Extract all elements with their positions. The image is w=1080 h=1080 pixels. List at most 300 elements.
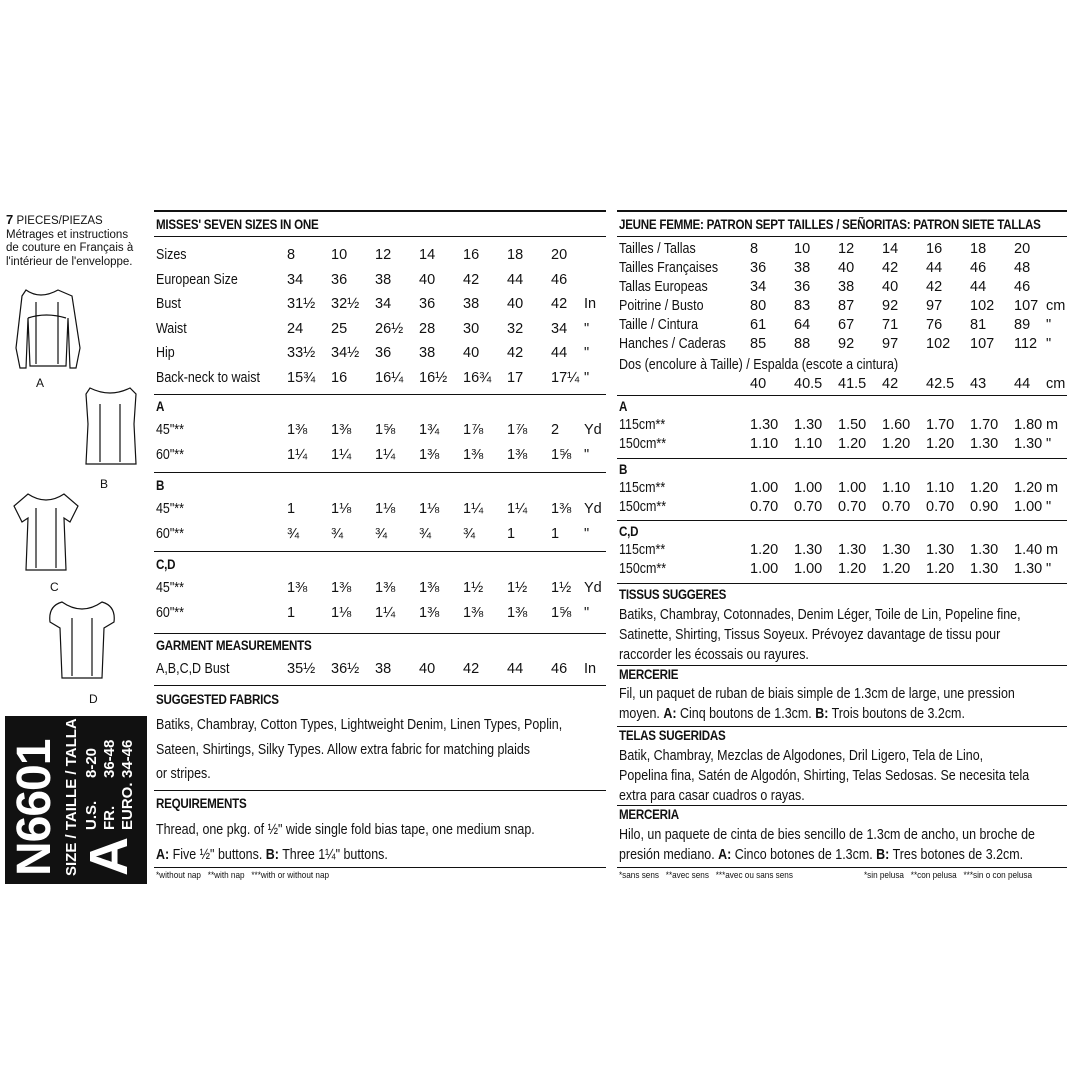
- pieces-count: 7: [6, 212, 14, 227]
- en-size-value: 32½: [331, 296, 360, 312]
- fr-yardage-value: 1.30: [1014, 561, 1043, 577]
- fr-size-value: 16: [926, 241, 943, 257]
- garment-value: 35½: [287, 661, 316, 677]
- en-yardage-value: ¾: [287, 526, 300, 542]
- fr-view-name: B: [619, 462, 628, 477]
- en-size-value: 20: [551, 247, 568, 263]
- fr-back-value: 44: [1014, 376, 1031, 392]
- fr-yardage-value: 0.70: [882, 499, 911, 515]
- en-size-label: Hip: [156, 345, 175, 361]
- en-yardage-value: 1⅜: [551, 501, 572, 517]
- en-yardage-value: ¾: [463, 526, 476, 542]
- en-yardage-value: 1½: [507, 580, 528, 596]
- fabrics-line-2: Sateen, Shirtings, Silky Types. Allow extra fabric for matching plaids: [156, 741, 531, 758]
- en-yardage-label: 45"**: [156, 422, 185, 438]
- en-yardage-value: 1½: [551, 580, 572, 596]
- fr-size-value: 36: [750, 260, 767, 276]
- en-yardage-unit: ": [584, 526, 590, 542]
- fr-size-value: 8: [750, 241, 759, 257]
- merceria-a-label: A:: [718, 847, 732, 863]
- pieces-header: [6, 213, 156, 269]
- fr-yardage-value: 1.70: [926, 417, 955, 433]
- telas-line-1: Batik, Chambray, Mezclas de Algodones, Dril Ligero, Tela de Lino,: [619, 748, 984, 764]
- en-yardage-unit: ": [584, 605, 590, 621]
- view-label-d: D: [89, 692, 98, 706]
- fr-yardage-value: 1.30: [926, 542, 955, 558]
- en-yardage-value: 1¼: [375, 447, 396, 463]
- merceria-title: MERCERIA: [619, 807, 679, 822]
- en-size-value: 38: [375, 271, 392, 288]
- fr-title-rule: [617, 236, 1067, 237]
- fr-yardage-value: 1.20: [838, 436, 867, 452]
- garment-value: 46: [551, 661, 568, 677]
- view-label-a: A: [36, 376, 45, 390]
- merceria-pre: presión mediano.: [619, 847, 719, 863]
- en-yardage-value: 1⅞: [507, 422, 528, 438]
- mercerie-title: MERCERIE: [619, 667, 679, 682]
- fr-size-value: 92: [882, 298, 899, 314]
- en-yardage-value: 1⅜: [463, 447, 484, 463]
- pattern-number: N6601: [8, 739, 61, 876]
- fr-yardage-value: 0.70: [926, 499, 955, 515]
- fr-views-rule: [617, 395, 1067, 396]
- req-a-label: A:: [156, 846, 170, 863]
- pieces-label: PIECES/PIEZAS: [16, 215, 103, 227]
- fr-size-value: 80: [750, 298, 767, 314]
- fr-yardage-value: 1.20: [750, 542, 779, 558]
- en-size-value: 32: [507, 320, 524, 337]
- garment-unit: In: [584, 661, 597, 677]
- en-yardage-value: 1¼: [463, 501, 484, 517]
- pieces-note-2: de couture en Français à: [6, 242, 134, 254]
- fr-yardage-value: 1.20: [882, 561, 911, 577]
- fr-size-value: 102: [926, 336, 951, 352]
- fr-size-value: 20: [1014, 241, 1031, 257]
- en-yardage-value: 1⅜: [375, 580, 396, 596]
- req-b-label: B:: [265, 846, 279, 863]
- en-size-value: 16: [331, 369, 348, 386]
- fr-yardage-value: 1.30: [1014, 436, 1043, 452]
- fr-size-value: 46: [970, 260, 987, 276]
- fabrics-line-3: or stripes.: [156, 766, 211, 782]
- fr-tissus-rule: [617, 583, 1067, 584]
- tissus-text: [619, 605, 1066, 665]
- fr-yardage-value: 1.30: [970, 436, 999, 452]
- en-size-value: 38: [463, 296, 480, 312]
- view-label-c: C: [50, 580, 59, 594]
- pieces-note-3: l'intérieur de l'enveloppe.: [6, 255, 133, 268]
- requirements-title: REQUIREMENTS: [156, 796, 247, 811]
- telas-line-2: Popelina fina, Satén de Algodón, Shirting, Telas Sedosas. Se necesita tela: [619, 768, 1030, 784]
- size-row-us: [83, 748, 100, 830]
- en-size-value: 25: [331, 320, 348, 337]
- es-footnote: *sin pelusa **con pelusa ***sin o con pelusa: [864, 870, 1033, 881]
- view-c-sketch: [6, 488, 86, 580]
- en-yardage-value: 1: [551, 526, 560, 542]
- fr-yardage-value: 0.90: [970, 499, 999, 515]
- en-size-value: 26½: [375, 320, 404, 337]
- garment-value: 42: [463, 661, 480, 677]
- en-size-unit: ": [584, 345, 590, 361]
- en-yardage-value: 1⅝: [551, 447, 572, 463]
- merceria-line-1: Hilo, un paquete de cinta de bies sencillo de 1.3cm de ancho, un broche de: [619, 827, 1035, 843]
- en-size-value: 36: [375, 345, 392, 361]
- fr-size-value: 112: [1014, 336, 1038, 352]
- fr-title: JEUNE FEMME: PATRON SEPT TAILLES / SEÑORITAS: PATRON SIETE TALLAS: [619, 217, 1041, 232]
- en-size-value: 15¾: [287, 369, 316, 386]
- en-view-rule: [154, 551, 606, 552]
- fr-size-value: 38: [838, 279, 855, 295]
- en-size-value: 38: [419, 345, 436, 361]
- fabrics-title: SUGGESTED FABRICS: [156, 692, 279, 707]
- fr-size-label: Hanches / Caderas: [619, 336, 726, 352]
- mercerie-pre: moyen.: [619, 706, 664, 722]
- en-view-name: A: [156, 399, 165, 414]
- fr-yardage-value: 1.20: [926, 436, 955, 452]
- fr-size-value: 67: [838, 317, 855, 333]
- en-size-label: Back-neck to waist: [156, 369, 260, 386]
- fr-yardage-value: 1.20: [882, 436, 911, 452]
- en-footnote: *without nap **with nap ***with or without nap: [156, 870, 330, 881]
- en-size-label: Bust: [156, 296, 181, 312]
- fr-view-name: A: [619, 399, 628, 414]
- en-size-value: 16¼: [375, 369, 404, 386]
- fr-mercerie-rule: [617, 665, 1067, 666]
- fr-size-value: 76: [926, 317, 943, 333]
- fr-yardage-value: 1.20: [970, 480, 999, 496]
- merceria-text: [619, 825, 1066, 865]
- telas-title: TELAS SUGERIDAS: [619, 728, 726, 743]
- fabrics-text: [156, 713, 612, 787]
- en-size-value: 36: [331, 271, 348, 288]
- fr-size-unit: ": [1046, 336, 1052, 352]
- en-req-rule: [154, 790, 606, 791]
- requirements-line-2: [156, 843, 612, 868]
- en-size-value: 10: [331, 247, 348, 263]
- en-views-rule: [154, 394, 606, 395]
- fr-yardage-value: 1.20: [926, 561, 955, 577]
- fr-yardage-unit: ": [1046, 499, 1052, 515]
- telas-line-3: extra para casar cuadros o rayas.: [619, 788, 805, 804]
- en-yardage-value: ¾: [419, 526, 432, 542]
- en-size-value: 34½: [331, 345, 360, 361]
- en-size-value: 46: [551, 271, 568, 288]
- fr-size-value: 38: [794, 260, 811, 276]
- en-view-rule: [154, 472, 606, 473]
- fr-size-value: 44: [926, 260, 943, 276]
- en-yardage-value: 1: [507, 526, 516, 542]
- fr-size-value: 97: [882, 336, 899, 352]
- garment-value: 40: [419, 661, 436, 677]
- fr-yardage-value: 1.00: [750, 561, 779, 577]
- fr-size-value: 10: [794, 241, 811, 257]
- en-size-value: 40: [463, 345, 480, 361]
- fr-back-value: 42: [882, 376, 899, 392]
- en-yardage-value: 1¼: [507, 501, 528, 517]
- fr-yardage-unit: m: [1046, 542, 1059, 558]
- en-yardage-value: ¾: [375, 526, 388, 542]
- en-size-value: 17¼: [551, 369, 580, 386]
- en-size-unit: In: [584, 296, 597, 312]
- en-size-value: 30: [463, 320, 480, 337]
- fr-size-label: Tailles Françaises: [619, 260, 719, 276]
- mercerie-b-label: B:: [815, 706, 829, 722]
- en-yardage-value: 1⅜: [331, 422, 352, 438]
- mercerie-a-text: Cinq boutons de 1.3cm.: [676, 706, 816, 722]
- fr-yardage-value: 1.30: [838, 542, 867, 558]
- fr-yardage-value: 1.10: [750, 436, 779, 452]
- en-size-value: 44: [507, 271, 524, 288]
- fr-yardage-value: 1.00: [794, 480, 823, 496]
- fr-yardage-unit: ": [1046, 561, 1052, 577]
- merceria-line-2: [619, 845, 1066, 865]
- en-size-value: 8: [287, 247, 296, 263]
- fr-merceria-rule: [617, 805, 1067, 806]
- en-yardage-value: 1⅜: [463, 605, 484, 621]
- en-yardage-value: 1: [287, 501, 296, 517]
- fr-yardage-unit: m: [1046, 480, 1059, 496]
- fr-yardage-value: 1.00: [838, 480, 867, 496]
- view-label-b: B: [100, 477, 109, 491]
- fr-yardage-unit: m: [1046, 417, 1059, 433]
- size-row-euro: [119, 740, 136, 830]
- en-size-label: European Size: [156, 271, 238, 288]
- en-size-label: Waist: [156, 320, 187, 337]
- merceria-a-text: Cinco botones de 1.3cm.: [731, 847, 877, 863]
- size-range-euro: 34-46: [119, 739, 136, 778]
- fr-yardage-label: 115cm**: [619, 480, 666, 496]
- fr-back-value: 41.5: [838, 376, 867, 392]
- en-title-rule: [154, 236, 606, 237]
- en-size-value: 16¾: [463, 369, 492, 386]
- en-yardage-value: 1: [287, 605, 296, 621]
- en-size-value: 34: [287, 271, 304, 288]
- fr-size-unit: ": [1046, 317, 1052, 333]
- en-yardage-label: 60"**: [156, 526, 185, 542]
- en-yardage-value: 1½: [463, 580, 484, 596]
- fr-view-name: C,D: [619, 524, 639, 539]
- en-size-value: 42: [463, 271, 480, 288]
- back-label: Dos (encolure à Taille) / Espalda (escote a cintura): [619, 357, 899, 373]
- fr-size-value: 40: [882, 279, 899, 295]
- garment-label: A,B,C,D Bust: [156, 661, 230, 677]
- en-yardage-label: 45"**: [156, 580, 185, 596]
- fr-foot-rule: [617, 867, 1067, 868]
- size-region-euro: EURO.: [119, 782, 136, 830]
- fr-yardage-value: 1.30: [794, 542, 823, 558]
- garment-title: GARMENT MEASUREMENTS: [156, 638, 312, 653]
- fr-size-unit: cm: [1046, 298, 1066, 314]
- telas-text: [619, 746, 1066, 806]
- fr-size-value: 92: [838, 336, 855, 352]
- en-garment-rule: [154, 633, 606, 634]
- tissus-line-3: raccorder les écossais ou rayures.: [619, 647, 809, 663]
- fr-yardage-value: 1.00: [794, 561, 823, 577]
- en-size-value: 36: [419, 296, 436, 312]
- fr-yardage-value: 1.30: [882, 542, 911, 558]
- en-title: MISSES' SEVEN SIZES IN ONE: [156, 217, 319, 232]
- en-size-value: 12: [375, 247, 392, 263]
- fr-size-value: 97: [926, 298, 943, 314]
- en-yardage-value: 1⅛: [375, 501, 396, 517]
- fr-yardage-label: 150cm**: [619, 561, 667, 577]
- fr-yardage-label: 150cm**: [619, 436, 667, 452]
- fr-view-rule: [617, 520, 1067, 521]
- en-yardage-value: 1⅜: [331, 580, 352, 596]
- fr-size-value: 40: [838, 260, 855, 276]
- en-foot-rule: [154, 867, 606, 868]
- fr-yardage-label: 115cm**: [619, 542, 666, 558]
- fr-size-label: Poitrine / Busto: [619, 298, 704, 314]
- en-yardage-value: 1¼: [287, 447, 308, 463]
- mercerie-text: [619, 684, 1066, 724]
- en-yardage-value: 1¼: [375, 605, 396, 621]
- garment-value: 36½: [331, 661, 360, 677]
- fr-back-value: 40: [750, 376, 767, 392]
- pieces-note-1: Métrages et instructions: [6, 228, 129, 241]
- fr-yardage-value: 1.30: [794, 417, 823, 433]
- fr-yardage-value: 1.20: [1014, 480, 1043, 496]
- fr-footnote: *sans sens **avec sens ***avec ou sans sens: [619, 870, 793, 881]
- en-yardage-value: 1⅜: [287, 422, 308, 438]
- en-size-value: 42: [551, 296, 568, 312]
- en-yardage-value: 1⅝: [551, 605, 572, 621]
- fr-size-value: 48: [1014, 260, 1031, 276]
- en-view-name: C,D: [156, 557, 176, 572]
- view-b-sketch: [80, 384, 142, 476]
- fr-yardage-value: 1.00: [1014, 499, 1043, 515]
- en-size-value: 33½: [287, 345, 316, 361]
- fr-yardage-value: 1.10: [926, 480, 955, 496]
- en-yardage-value: 1⅜: [287, 580, 308, 596]
- en-yardage-value: 1¼: [331, 447, 352, 463]
- en-size-value: 40: [507, 296, 524, 312]
- en-size-unit: ": [584, 320, 590, 337]
- fr-size-value: 12: [838, 241, 855, 257]
- en-yardage-value: 1⅛: [331, 605, 352, 621]
- en-size-value: 14: [419, 247, 436, 263]
- mercerie-line-2: [619, 704, 1066, 724]
- fr-yardage-value: 1.10: [794, 436, 823, 452]
- fr-size-value: 34: [750, 279, 767, 295]
- en-yardage-value: 1⅞: [463, 422, 484, 438]
- en-yardage-value: ¾: [331, 526, 344, 542]
- fr-back-value: 40.5: [794, 376, 823, 392]
- size-region-us: U.S.: [83, 800, 100, 830]
- fr-back-value: 43: [970, 376, 987, 392]
- en-size-value: 40: [419, 271, 436, 288]
- en-yardage-value: 1⅜: [419, 605, 440, 621]
- en-yardage-value: 2: [551, 422, 560, 438]
- en-size-value: 28: [419, 320, 436, 337]
- fr-yardage-label: 150cm**: [619, 499, 667, 515]
- fr-yardage-value: 1.10: [882, 480, 911, 496]
- mercerie-a-label: A:: [663, 706, 677, 722]
- en-size-label: Sizes: [156, 247, 187, 263]
- fr-yardage-unit: ": [1046, 436, 1052, 452]
- fr-yardage-value: 1.30: [750, 417, 779, 433]
- en-fabrics-rule: [154, 685, 606, 686]
- en-size-value: 16: [463, 247, 480, 263]
- en-yardage-value: 1⅜: [419, 447, 440, 463]
- req-a-text: Five ½" buttons.: [169, 846, 266, 863]
- en-size-value: 16½: [419, 369, 448, 386]
- fr-size-value: 87: [838, 298, 855, 314]
- en-size-value: 31½: [287, 296, 316, 312]
- en-yardage-label: 60"**: [156, 447, 185, 463]
- en-yardage-unit: ": [584, 447, 590, 463]
- fr-yardage-value: 1.60: [882, 417, 911, 433]
- size-label-block: [5, 716, 147, 884]
- req-b-text: Three 1¼" buttons.: [278, 846, 388, 863]
- en-yardage-label: 45"**: [156, 501, 185, 517]
- fr-yardage-value: 0.70: [794, 499, 823, 515]
- mercerie-b-text: Trois boutons de 3.2cm.: [828, 706, 965, 722]
- size-letter: A: [79, 837, 139, 876]
- fr-yardage-value: 1.30: [970, 542, 999, 558]
- en-yardage-value: 1⅜: [507, 447, 528, 463]
- fr-size-value: 64: [794, 317, 811, 333]
- requirements-text: [156, 818, 612, 867]
- en-size-value: 24: [287, 320, 304, 337]
- view-d-sketch: [40, 596, 124, 688]
- fr-yardage-value: 1.80: [1014, 417, 1043, 433]
- en-yardage-unit: Yd: [584, 580, 602, 596]
- fr-size-label: Taille / Cintura: [619, 317, 699, 333]
- mercerie-line-1: Fil, un paquet de ruban de biais simple de 1.3cm de large, une pression: [619, 686, 1015, 702]
- en-size-value: 42: [507, 345, 524, 361]
- en-yardage-value: 1⅜: [507, 605, 528, 621]
- fr-size-value: 14: [882, 241, 899, 257]
- fr-view-rule: [617, 458, 1067, 459]
- fr-size-value: 18: [970, 241, 987, 257]
- fr-size-value: 81: [970, 317, 987, 333]
- garment-value: 38: [375, 661, 392, 677]
- size-region-fr: FR.: [101, 805, 118, 830]
- en-yardage-label: 60"**: [156, 605, 185, 621]
- fr-size-label: Tallas Europeas: [619, 279, 708, 295]
- fr-yardage-value: 1.50: [838, 417, 867, 433]
- en-size-unit: ": [584, 369, 590, 386]
- fr-size-value: 85: [750, 336, 767, 352]
- fr-back-value: 42.5: [926, 376, 955, 392]
- en-top-rule: [154, 210, 606, 212]
- en-yardage-value: 1⅝: [375, 422, 396, 438]
- en-view-name: B: [156, 478, 165, 493]
- view-a-sketch: [6, 278, 96, 378]
- en-size-value: 18: [507, 247, 524, 263]
- fr-top-rule: [617, 210, 1067, 212]
- fr-size-value: 88: [794, 336, 811, 352]
- fr-yardage-value: 1.70: [970, 417, 999, 433]
- fr-size-value: 71: [882, 317, 899, 333]
- en-yardage-unit: Yd: [584, 422, 602, 438]
- en-yardage-value: 1⅜: [419, 580, 440, 596]
- size-row-fr: [101, 740, 118, 830]
- fr-back-unit: cm: [1046, 376, 1066, 392]
- en-yardage-value: 1⅛: [331, 501, 352, 517]
- fr-size-value: 107: [970, 336, 995, 352]
- garment-value: 44: [507, 661, 524, 677]
- fr-yardage-value: 1.30: [970, 561, 999, 577]
- en-yardage-value: 1¾: [419, 422, 440, 438]
- en-size-value: 34: [551, 320, 568, 337]
- en-size-value: 44: [551, 345, 568, 361]
- fr-size-value: 46: [1014, 279, 1031, 295]
- tissus-line-1: Batiks, Chambray, Cotonnades, Denim Léger, Toile de Lin, Popeline fine,: [619, 607, 1021, 623]
- fr-size-value: 61: [750, 317, 767, 333]
- size-label: SIZE / TAILLE / TALLA: [63, 718, 80, 876]
